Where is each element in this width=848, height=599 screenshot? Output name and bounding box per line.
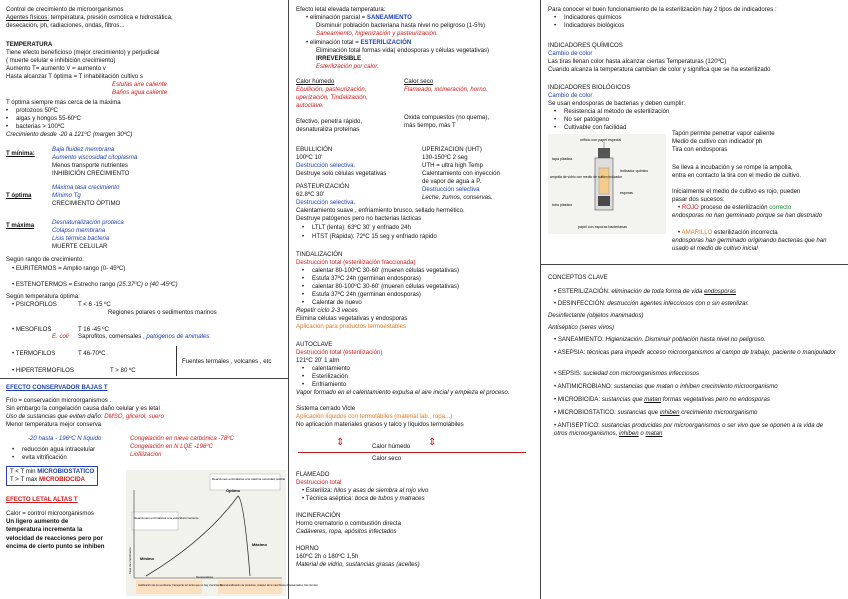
tin-red: Destrucción total (esterilización fraccionada) (296, 259, 416, 266)
seco-desc: Oxida compuestos (no quema), más tiempo, más T (404, 114, 490, 130)
column-divider-2 (540, 0, 541, 599)
fig-cap (598, 148, 610, 158)
right-line: pasar dos sucesos: (672, 196, 725, 203)
uper-italic: Leche, zumos, conservas. (422, 194, 493, 201)
list-item: • HTST (Rápida): 72ºC 15 seg y enfriado rápido (302, 233, 437, 241)
fig-ampoule (599, 168, 609, 194)
list-item: • Indicadores químicos (554, 14, 622, 22)
list-item: • Estufa 37ºC 24h (germinan endosporas) (302, 275, 421, 283)
agentes-line-2: desecación, ph, radiaciones, ondas, filtros... (6, 22, 125, 29)
right-line: Inicialmente el medio de cultivo es rojo, pueden (672, 188, 801, 195)
bio-blue: Cambio de color (548, 92, 593, 99)
graph-left-label: Reacciones enzimáticas a la velocidad creciente (134, 516, 199, 520)
letal-heading: EFECTO LETAL ALTAS T (6, 496, 78, 503)
list-item: • calentar 80-100ºC 30-60' (mueren células vegetativas) (302, 283, 459, 291)
graph-top-label: Reacciones enzimáticas a la máxima velocidad posible (212, 477, 286, 481)
horno-heading: HORNO (296, 545, 319, 552)
cida-line: T > T max MICROBIOCIDA (10, 476, 86, 484)
graph-min-label: Mínimo (140, 556, 154, 561)
frio-blue: -20 hasta - 196ºC N líquido (28, 435, 102, 442)
ebu-blue: Destrucción selectiva. (296, 162, 356, 169)
graph-axis-x: Temperatura (196, 575, 213, 579)
conc-heading: CONCEPTOS CLAVE (548, 274, 608, 281)
graph-opt-label: Óptimo (226, 488, 240, 493)
fig-label-papel: papel con esporas bacterianas (578, 225, 627, 229)
parcial-desc: Disminuir población bacteriana hasta nivel no peligroso (1-5%) (316, 22, 486, 29)
graph-max-label: Máximo (252, 542, 267, 547)
quim-blue: Cambio de color (548, 50, 593, 57)
column-2 (296, 0, 536, 599)
tin-italic: Repetir ciclo 2-3 veces (296, 307, 358, 314)
list-item: • No ser patógeno (554, 116, 609, 124)
auto-line2: No aplicación materiales grasos y talco y líquidos termolábiles (296, 421, 464, 428)
topt2-label: T óptima (6, 192, 32, 199)
antisep: Antiséptico (seres vivos) (548, 324, 615, 331)
auto-orange: Aplicación líquidos con termolábiles (material lab., ropa...) (296, 413, 453, 420)
parcial-red: Saneamiento, higienización y pasteurización. (316, 30, 438, 37)
topt2-blue: Mínimo Tg (52, 192, 81, 199)
meso-desc: Saprofitos, comensales , patógenos de animales (78, 333, 210, 340)
uper-desc: de vapor de agua a P. (422, 178, 482, 185)
biological-indicator-figure (548, 134, 666, 234)
auto-heading: AUTOCLAVE (296, 341, 333, 348)
past-desc: Calentamiento suave , enfriamiento brusco, sellado hermético. (296, 207, 465, 214)
arrow-updown-icon: ⇕ (336, 437, 345, 448)
temp-line: Tiene efecto beneficioso (mejor crecimiento) y perjudicial (6, 49, 160, 56)
list-item: • calentamiento (302, 365, 350, 373)
list-item: • evita vitrificación (12, 454, 67, 462)
tmin-label: T mínima: (6, 150, 35, 157)
flam-item: • Esteriliza: hilos y asas de siembra al rojo vivo (302, 487, 429, 494)
tmax-black: MUERTE CELULAR (52, 243, 108, 250)
past-heading: PASTEURIZACIÓN (296, 183, 350, 190)
conc-item: • MICROBICIDA: sustancias que matan formas vegetativas pero no endosporas (554, 396, 770, 403)
uper-blue: Destrucción selectiva (422, 186, 480, 193)
fig-label-ampolla: ampolla de vidrio con medio de cultivo indicador (550, 175, 623, 179)
list-item: • protozoos 50ºC (6, 107, 58, 115)
brace-line (176, 346, 177, 376)
list-item: • calentar 80-100ºC 30-60' (mueren células vegetativas) (302, 267, 459, 275)
list-item: • Resistencia al método de esterilización (554, 108, 669, 116)
frio-red: Congelación en N LQE -196ºC (130, 443, 213, 450)
frio-red: Liofilizacion (130, 451, 162, 458)
frio-heading: EFECTO CONSERVADOR BAJAS T (6, 384, 108, 391)
tmax-blue: Colapso membrana (52, 227, 106, 234)
auto-val: 121ºC 20' 1 atm (296, 357, 340, 364)
psicro-desc: Regiones polares o sedimentos marinos (108, 309, 217, 316)
rango-item: • EURITERMOS = Amplio rango (0- 45ºC) (12, 265, 126, 272)
graph-axis-y: Tasa de crecimiento (128, 547, 132, 574)
fig-label-ind: indicador químico (620, 169, 649, 173)
total-irrev: IRREVERSIBLE (316, 55, 362, 62)
temperatura-heading: TEMPERATURA (6, 41, 53, 48)
temp-line: Hasta alcanzar T óptima = T inhabilitación cultivo s (6, 73, 143, 80)
parcial-line: • eliminación parcial = SANEAMIENTO (306, 14, 412, 21)
temp-red-note: Estufas aire caliente (112, 81, 167, 88)
topt-italic: Crecimiento desde -20 a 121ºC (margen 30ºC) (6, 131, 133, 138)
tmin-black: INHIBICIÓN CRECIMIENTO (52, 170, 130, 177)
heat-divider (298, 452, 526, 453)
conc-item: • ESTERILIZACIÓN: eliminación de toda forma de vida endosporas (554, 288, 737, 295)
total-red: Esterilización por calor. (316, 63, 379, 70)
total-desc: Eliminación total formas vida( endosporas y células vegetativas) (316, 47, 490, 54)
rojo-line: • ROJO proceso de esterilización correcto (678, 204, 792, 211)
quim-line: Las tiras llenan color hasta alcanzar ciertas Temperaturas (120ºC) (548, 58, 727, 65)
meso-name: • MESOFILOS (12, 326, 52, 333)
tin-desc: Elimina células vegetativas y endosporas (296, 315, 408, 322)
rango-item: • ESTENOTERMOS = Estrecho rango (25.37ºC) o (40 -45ºC) (12, 281, 178, 288)
auto-line: Sistema cerrado Vicle (296, 405, 356, 412)
hiper-name: • HIPERTERMOFILOS (12, 367, 74, 374)
conc-item: • MICROBIOSTATICO: sustancias que inhiben crecimiento microorganismo (554, 409, 758, 416)
bio-heading: INDICADORES BIOLÓGICOS (548, 84, 631, 91)
humedo-heading: Calor húmedo (296, 78, 335, 85)
psicro-name: • PSICROFILOS (12, 301, 57, 308)
amar-italic: endosporas han germinado originando bacterias que han usado el medio de cultivo inicial (672, 237, 827, 253)
meso-val: T 16 -45 ºC (78, 326, 109, 333)
temp-line: ( muerte celular e inhibición crecimiento) (6, 57, 116, 64)
horno-italic: Material de vidrio, sustancias grasas (aceites) (296, 561, 420, 568)
column-3 (548, 0, 844, 599)
flam-red: Destrucción total (296, 479, 342, 486)
list-item: • Cultivable con facilidad (554, 124, 626, 132)
topt2-blue: Máxima tasa crecimiento (52, 184, 120, 191)
quim-line: Cuando alcanza la temperatura cambian de color y significa que se ha esterilizado (548, 66, 771, 73)
graph-note-bl (136, 580, 202, 594)
tmax-blue: Desnaturalización proteica (52, 219, 124, 226)
uper-desc: Calentamiento con inyección (422, 170, 500, 177)
tmax-label: T máxima (6, 222, 35, 229)
list-item: • reducción agua intracelular (12, 446, 95, 454)
list-item: • Estufa 37ºC 24h (germinan endosporas) (302, 291, 421, 299)
conc-item: • DESINFECCIÓN: destrucción agentes infecciosos con o sin esterilizar. (554, 300, 749, 307)
seco-heading: Calor seco (404, 78, 434, 85)
fig-label-tapa: tapa plástica (552, 157, 573, 161)
ebu-desc: Destruye solo células vegetativas (296, 170, 387, 177)
termo-name: • TERMOFILOS (12, 350, 56, 357)
temp-line: Aumento T= aumento V = aumento v (6, 65, 106, 72)
agentes-line: Agentes físicos: temperatura, presión osmótica e hidrostática, (6, 14, 173, 21)
fig-label-esp: esporas (620, 191, 633, 195)
col3-intro: Para conocer el buen funcionamiento de la esterilización hay 2 tipos de indicadores : (548, 6, 777, 13)
humedo-arrow-label: Calor húmedo (372, 443, 411, 450)
rojo-italic: endosporas no han germinado porque se han destruido (672, 212, 823, 219)
desinf: Desinfectante (objetos inanimados) (548, 312, 644, 319)
past-blue: Destrucción selectiva. (296, 199, 356, 206)
graph-note-br (218, 580, 282, 594)
right-line: Tira con endosporas (672, 146, 728, 153)
uper-desc: UTH = ultra high Temp (422, 162, 484, 169)
right-line: Medio de cultivo con indicador ph (672, 138, 763, 145)
list-item: • bacterias > 100ºC (6, 123, 64, 131)
quim-heading: INDICADORES QUÍMICOS (548, 42, 623, 49)
meso-red: E. coli (52, 333, 69, 340)
tmin-blue: Aumento viscosidad citoplasma (52, 154, 138, 161)
graph-note-left (132, 512, 178, 530)
seco-red: Flameado, incineración, horno. (404, 86, 488, 93)
static-box (6, 466, 98, 486)
fig-paper (598, 196, 610, 206)
column-divider-1 (288, 0, 289, 599)
letal-line: Un ligero aumento de (6, 518, 69, 525)
rango-heading: Según rango de crecimiento: (6, 256, 84, 263)
conc-item: • ANTISEPTICO: sustancias producidas por microorganismos o ser vivo que se oponen a la vida de otros microorganismos, inhiben o matan (554, 422, 824, 438)
tmax-blue: Lisis térmica bacteria (52, 235, 110, 242)
inc-italic: Cadáveres, ropa, apósitos infectados (296, 528, 397, 535)
past-desc: Destruye patógenos pero no bacterias lácticas (296, 215, 422, 222)
ebu-val: 100ºC 10' (296, 154, 323, 161)
static-line: T < T min MICROBIOSTATICO (10, 468, 95, 475)
termo-val: T 46-70ºC (78, 350, 106, 357)
frio-line: Frío = conservación microorganismos . (6, 397, 112, 404)
frio-italic: Uso de sustancias que eviten daño: DMSO, glicerol, suero (6, 413, 164, 420)
list-item: • Calentar de nuevo (302, 299, 362, 307)
list-item: • Esterilización (302, 373, 348, 381)
tin-heading: TINDALIZACIÓN (296, 251, 343, 258)
conc-item: • SANEAMIENTO: Higienización. Disminuir población hasta nivel no peligroso. (554, 336, 766, 343)
flam-item: • Técnica aséptica: boca de tubos y matraces (302, 495, 425, 502)
past-val: 62.8ºC 30' (296, 191, 325, 198)
doc-title: Control de crecimiento de microorganismos (6, 6, 124, 13)
psicro-val: T < 6 -15 ºC (78, 301, 111, 308)
arrow-updown-icon: ⇕ (428, 437, 437, 448)
total-line: • eliminación total = ESTERILIZACIÓN (306, 39, 412, 46)
graph-bottom-left: Gelificación de la membrana; transporte tan lento que no hay crecimiento (138, 584, 223, 587)
hiper-val: T > 80 ºC (110, 367, 136, 374)
frio-red: Congelación en nieve carbónica -78ºC (130, 435, 234, 442)
conc-item: • SEPSIS: suciedad con microorganismos infecciosos (554, 370, 700, 377)
auto-red: Destrucción total (esterilización) (296, 349, 383, 356)
tmin-blue: Baja fluidez membrana (52, 146, 115, 153)
list-item: • Enfriamiento (302, 381, 346, 389)
tmin-black: Menos transporte nutrientes (52, 162, 128, 169)
conc-item: • ASEPSIA: técnicas para impedir acceso microorganismos al campo de trabajo, paciente o manipulador (554, 349, 836, 356)
horno-val: 160ºC 2h o 180ºC 1,5h (296, 553, 359, 560)
frio-line: Menor temperatura mejor conserva (6, 421, 102, 428)
letal-line: Calor = control microorganismos (6, 510, 94, 517)
uper-heading: UPERIZACION (UHT) (422, 146, 482, 153)
tin-orange: Aplicación para productos termoestables (296, 323, 407, 330)
right-line: Tapón permite penetrar vapor caliente (672, 130, 775, 137)
humedo-red: Ebullición, pasteurización, uperización, Tindalización, autoclave. (296, 86, 368, 110)
fig-label-tubo: tubo plástico (552, 203, 573, 207)
humedo-desc: Efectivo, penetra rápido, desnaturaliza proteínas (296, 118, 363, 134)
bio-line: Se usan endosporas de bacterias y deben cumplir: (548, 100, 686, 107)
conc-item: • ANTIMICROBIANO: sustancias que matan o inhiben crecimiento microorganismo (554, 383, 778, 390)
letal-line: velocidad de reacciones pero por (6, 535, 103, 542)
right-line: entra en contacto la tira con el medio de cultivo. (672, 172, 802, 179)
letal-line: encima de cierto punto se inhiben (6, 543, 105, 550)
uper-val: 130-150ºC 2 seg (422, 154, 468, 161)
auto-italic: Vapor formado en el calentamiento expulsa el aire inicial y empieza el proceso. (296, 389, 510, 396)
frio-line: Sin embargo la congelación causa daño celular y es letal (6, 405, 160, 412)
list-item: • Indicadores biológicos (554, 22, 624, 30)
list-item: • algas y hongos 55-60ºC (6, 115, 81, 123)
amar-line: • AMARILLO esterilización incorrecta (678, 229, 778, 236)
letal-line: temperatura incrementa la (6, 526, 83, 533)
optima-heading: Según temperatura óptima: (6, 293, 80, 300)
flam-heading: FLAMEADO (296, 471, 330, 478)
inc-heading: INCINERACIÓN (296, 512, 341, 519)
topt-line: T óptima siempre más cerca de la máxima (6, 99, 121, 106)
col2-heading: Efecto letal elevada temperatura: (296, 6, 386, 13)
termo-desc: Fuentes termales , volcanes , etc (182, 358, 272, 365)
graph-bottom-right: Desnaturalización de proteínas; colapso de la membrana citoplasmática; lisis térmica (220, 584, 318, 587)
seco-arrow-label: Calor seco (372, 455, 402, 462)
list-item: • LTLT (lenta): 63ºC 30' y enfriado 24h (302, 224, 411, 232)
temp-red-note: Baños agua caliente (112, 89, 168, 96)
ebu-heading: EBULLICIÓN (296, 146, 333, 153)
inc-desc: Horno crematorio o combustión directa (296, 520, 401, 527)
topt2-black: CRECIMIENTO ÓPTIMO (52, 200, 121, 207)
right-line: Se lleva a incubación y se rompe la ampolla, (672, 164, 793, 171)
fig-label-top: orificio con papel especial (580, 138, 622, 142)
